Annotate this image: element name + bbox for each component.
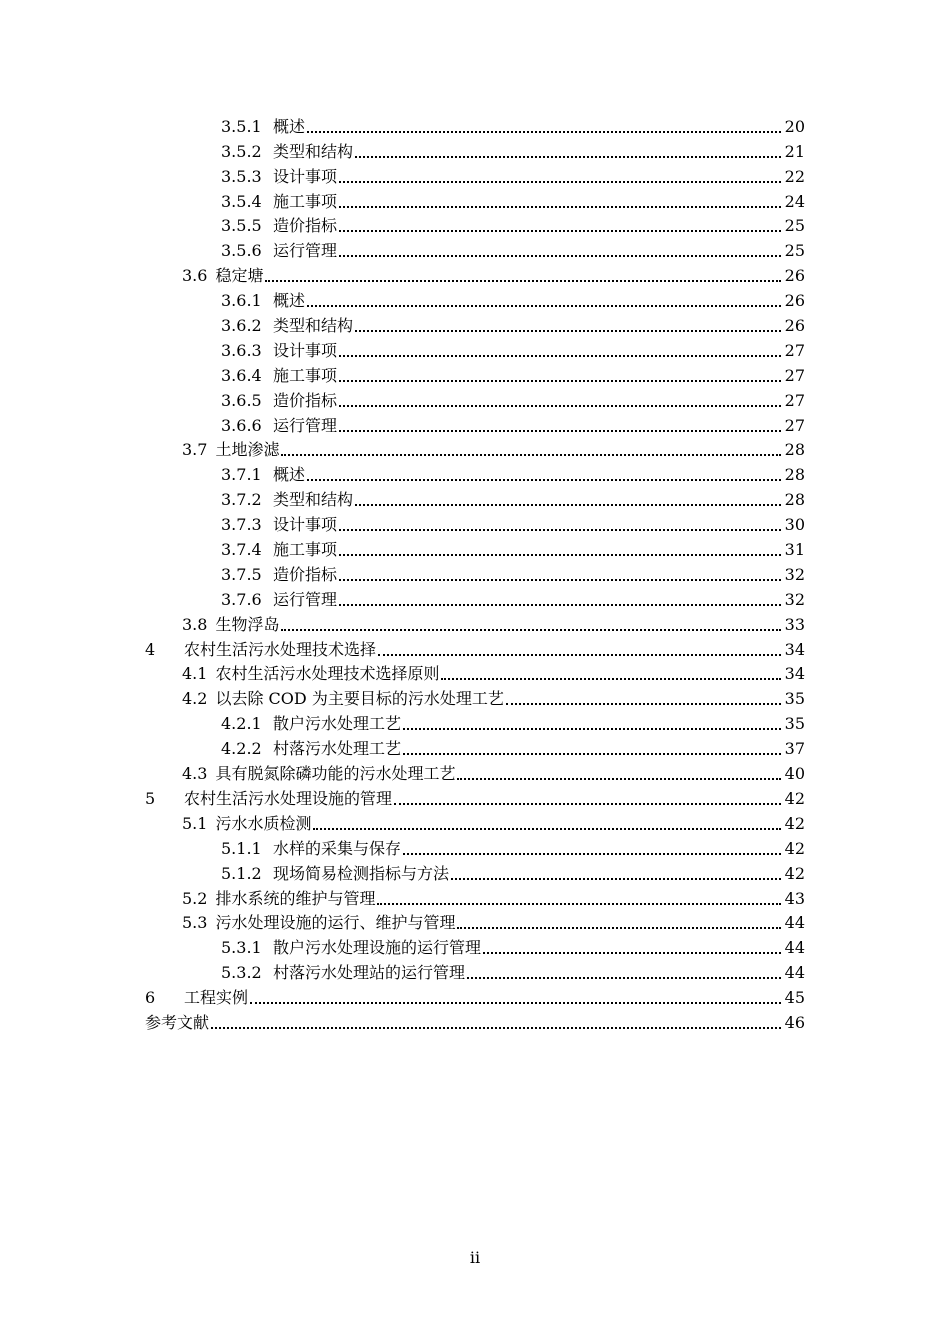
toc-entry-number: 3.5.5 xyxy=(221,216,262,236)
toc-entry-number: 3.6.5 xyxy=(221,390,262,410)
toc-leader-dots xyxy=(457,777,781,780)
toc-entry-number: 4 xyxy=(145,639,156,659)
toc-entry-number: 5.1.1 xyxy=(221,838,262,858)
toc-entry-page: 35 xyxy=(784,714,805,734)
toc-entry-line xyxy=(182,814,805,834)
toc-entry[interactable] xyxy=(0,112,950,137)
toc-entry-page: 44 xyxy=(784,963,805,983)
toc-entry-title: 设计事项 xyxy=(273,340,338,360)
toc-entry-line xyxy=(182,689,805,709)
toc-entry-page: 24 xyxy=(784,191,805,211)
toc-entry-page: 42 xyxy=(784,788,805,808)
toc-entry[interactable] xyxy=(0,436,950,461)
toc-entry-title: 概述 xyxy=(273,116,306,136)
toc-entry-line xyxy=(221,117,805,137)
toc-entry-line xyxy=(182,664,805,684)
toc-entry-number: 5.3.1 xyxy=(221,938,262,958)
toc-entry-line xyxy=(221,192,805,212)
toc-entry-line xyxy=(221,864,805,884)
toc-entry-line xyxy=(221,590,805,610)
toc-entry-number: 3.8 xyxy=(182,614,208,634)
toc-entry-title: 稳定塘 xyxy=(215,266,264,286)
toc-entry-line xyxy=(221,341,805,361)
toc-leader-dots xyxy=(339,180,781,183)
toc-leader-dots xyxy=(355,329,781,332)
toc-entry-page: 42 xyxy=(784,813,805,833)
toc-entry-title: 散户污水处理工艺 xyxy=(273,714,402,734)
toc-leader-dots xyxy=(339,254,781,257)
toc-entry-number: 3.7.2 xyxy=(221,490,262,510)
toc-entry-title: 水样的采集与保存 xyxy=(273,838,402,858)
toc-entry-title: 运行管理 xyxy=(273,589,338,609)
toc-entry-number: 3.6.6 xyxy=(221,415,262,435)
toc-entry[interactable] xyxy=(0,162,950,187)
toc-entry-title: 运行管理 xyxy=(273,241,338,261)
toc-entry-number: 3.7 xyxy=(182,440,208,460)
toc-entry-title: 参考文献 xyxy=(145,1012,210,1032)
toc-entry[interactable] xyxy=(0,859,950,884)
toc-entry-line xyxy=(182,913,805,933)
toc-entry[interactable] xyxy=(0,684,950,709)
toc-entry-line xyxy=(145,789,805,809)
toc-entry-title: 类型和结构 xyxy=(273,490,354,510)
toc-entry-title: 污水处理设施的运行、维护与管理 xyxy=(215,913,456,933)
toc-entry[interactable] xyxy=(0,336,950,361)
toc-entry-title: 造价指标 xyxy=(273,564,338,584)
toc-entry[interactable] xyxy=(0,386,950,411)
toc-leader-dots xyxy=(355,155,781,158)
toc-entry-page: 21 xyxy=(784,141,805,161)
toc-leader-dots xyxy=(211,1026,781,1029)
toc-entry-page: 40 xyxy=(784,764,805,784)
toc-entry[interactable] xyxy=(0,236,950,261)
toc-entry-number: 5.1.2 xyxy=(221,863,262,883)
toc-entry-page: 34 xyxy=(784,664,805,684)
toc-entry[interactable] xyxy=(0,834,950,859)
toc-leader-dots xyxy=(307,304,781,307)
toc-entry-page: 46 xyxy=(784,1012,805,1032)
toc-entry[interactable] xyxy=(0,909,950,934)
toc-entry-title: 农村生活污水处理技术选择原则 xyxy=(215,664,440,684)
toc-leader-dots xyxy=(339,553,781,556)
toc-entry-page: 33 xyxy=(784,614,805,634)
toc-leader-dots xyxy=(339,528,781,531)
toc-entry-title: 农村生活污水处理设施的管理 xyxy=(184,788,393,808)
toc-entry-title: 现场简易检测指标与方法 xyxy=(273,863,450,883)
toc-entry-line xyxy=(221,216,805,236)
toc-leader-dots xyxy=(339,205,781,208)
toc-entry-number: 3.5.2 xyxy=(221,141,262,161)
toc-entry[interactable] xyxy=(0,212,950,237)
toc-leader-dots xyxy=(355,503,781,506)
toc-entry-number: 5.3.2 xyxy=(221,963,262,983)
toc-leader-dots xyxy=(451,877,781,880)
toc-entry-number: 3.5.1 xyxy=(221,116,262,136)
toc-entry-page: 45 xyxy=(784,988,805,1008)
toc-entry-line xyxy=(145,640,805,660)
toc-entry[interactable] xyxy=(0,884,950,909)
toc-entry-number: 5.1 xyxy=(182,813,208,833)
toc-entry-page: 34 xyxy=(784,639,805,659)
toc-entry-page: 43 xyxy=(784,888,805,908)
toc-leader-dots xyxy=(339,379,781,382)
toc-entry-page: 32 xyxy=(784,564,805,584)
toc-entry-number: 3.5.3 xyxy=(221,166,262,186)
toc-entry-number: 5.3 xyxy=(182,913,208,933)
toc-entry-page: 30 xyxy=(784,515,805,535)
toc-entry-page: 28 xyxy=(784,440,805,460)
toc-leader-dots xyxy=(339,404,781,407)
toc-entry-title: 运行管理 xyxy=(273,415,338,435)
toc-entry-title: 以去除 COD 为主要目标的污水处理工艺 xyxy=(215,689,504,709)
toc-entry-number: 4.2.1 xyxy=(221,714,262,734)
toc-entry[interactable] xyxy=(0,311,950,336)
toc-entry-line xyxy=(221,366,805,386)
toc-entry-title: 工程实例 xyxy=(184,988,249,1008)
toc-entry-title: 生物浮岛 xyxy=(215,614,280,634)
toc-leader-dots xyxy=(307,478,781,481)
toc-entry[interactable] xyxy=(0,361,950,386)
toc-entry-number: 3.6.4 xyxy=(221,365,262,385)
toc-entry-title: 农村生活污水处理技术选择 xyxy=(184,639,377,659)
toc-entry-number: 3.7.6 xyxy=(221,589,262,609)
toc-entry-line xyxy=(221,316,805,336)
toc-entry-number: 3.5.4 xyxy=(221,191,262,211)
toc-entry-number: 4.1 xyxy=(182,664,208,684)
toc-leader-dots xyxy=(313,827,781,830)
toc-entry-number: 3.6.1 xyxy=(221,291,262,311)
toc-leader-dots xyxy=(281,453,781,456)
toc-entry-page: 26 xyxy=(784,316,805,336)
toc-entry-number: 3.6 xyxy=(182,266,208,286)
toc-entry-title: 排水系统的维护与管理 xyxy=(215,888,376,908)
toc-entry-page: 26 xyxy=(784,266,805,286)
toc-entry[interactable] xyxy=(0,983,950,1008)
toc-entry[interactable] xyxy=(0,709,950,734)
toc-leader-dots xyxy=(457,926,781,929)
toc-entry[interactable] xyxy=(0,933,950,958)
toc-leader-dots xyxy=(403,752,781,755)
toc-entry-line xyxy=(145,1013,805,1033)
toc-entry-title: 施工事项 xyxy=(273,365,338,385)
toc-entry-title: 设计事项 xyxy=(273,515,338,535)
toc-entry-title: 概述 xyxy=(273,465,306,485)
toc-entry-page: 27 xyxy=(784,340,805,360)
toc-entry-number: 4.2 xyxy=(182,689,208,709)
toc-entry-number: 3.7.3 xyxy=(221,515,262,535)
toc-entry-page: 42 xyxy=(784,838,805,858)
toc-entry-title: 类型和结构 xyxy=(273,141,354,161)
toc-leader-dots xyxy=(339,578,781,581)
toc-entry-title: 散户污水处理设施的运行管理 xyxy=(273,938,482,958)
toc-entry-number: 5.2 xyxy=(182,888,208,908)
toc-entry-number: 3.7.5 xyxy=(221,564,262,584)
toc-entry[interactable] xyxy=(0,585,950,610)
toc-entry-number: 6 xyxy=(145,988,156,1008)
toc-leader-dots xyxy=(250,1001,781,1004)
toc-entry-page: 27 xyxy=(784,415,805,435)
toc-entry-title: 土地渗滤 xyxy=(215,440,280,460)
toc-entry-title: 施工事项 xyxy=(273,191,338,211)
toc-entry[interactable] xyxy=(0,610,950,635)
toc-entry[interactable] xyxy=(0,560,950,585)
toc-entry[interactable] xyxy=(0,635,950,660)
toc-entry-number: 4.2.2 xyxy=(221,739,262,759)
toc-entry-line xyxy=(221,565,805,585)
toc-entry-line xyxy=(221,714,805,734)
toc-entry-line xyxy=(221,142,805,162)
toc-entry-page: 32 xyxy=(784,589,805,609)
toc-leader-dots xyxy=(307,130,781,133)
toc-entry-page: 42 xyxy=(784,863,805,883)
toc-entry-page: 37 xyxy=(784,739,805,759)
toc-entry-line xyxy=(221,241,805,261)
toc-entry[interactable] xyxy=(0,187,950,212)
toc-entry[interactable] xyxy=(0,137,950,162)
toc-leader-dots xyxy=(339,229,781,232)
toc-entry-line xyxy=(221,490,805,510)
toc-entry-line xyxy=(221,540,805,560)
toc-entry-line xyxy=(182,440,805,460)
toc-leader-dots xyxy=(403,852,781,855)
toc-entry-title: 污水水质检测 xyxy=(215,813,312,833)
toc-entry-page: 44 xyxy=(784,913,805,933)
toc-entry-line xyxy=(182,266,805,286)
toc-entry-page: 44 xyxy=(784,938,805,958)
toc-entry-page: 27 xyxy=(784,390,805,410)
toc-leader-dots xyxy=(339,354,781,357)
toc-entry-line xyxy=(221,515,805,535)
toc-entry-page: 22 xyxy=(784,166,805,186)
toc-entry-title: 类型和结构 xyxy=(273,316,354,336)
toc-leader-dots xyxy=(377,902,781,905)
toc-entry-page: 27 xyxy=(784,365,805,385)
toc-entry[interactable] xyxy=(0,958,950,983)
toc-entry[interactable] xyxy=(0,759,950,784)
toc-entry-line xyxy=(182,764,805,784)
toc-entry-page: 20 xyxy=(784,116,805,136)
toc-entry-line xyxy=(145,988,805,1008)
toc-entry-number: 4.3 xyxy=(182,764,208,784)
toc-entry-line xyxy=(221,391,805,411)
toc-leader-dots xyxy=(265,279,781,282)
toc-entry-page: 28 xyxy=(784,490,805,510)
toc-entry-line xyxy=(182,889,805,909)
page-number: ii xyxy=(469,1248,481,1267)
toc-entry-title: 造价指标 xyxy=(273,390,338,410)
toc-entry[interactable] xyxy=(0,809,950,834)
toc-entry-page: 28 xyxy=(784,465,805,485)
toc-entry-title: 村落污水处理工艺 xyxy=(273,739,402,759)
toc-entry-page: 31 xyxy=(784,540,805,560)
toc-entry[interactable] xyxy=(0,660,950,685)
toc-entry-number: 3.6.3 xyxy=(221,340,262,360)
toc-entry[interactable] xyxy=(0,734,950,759)
toc-entry-line xyxy=(221,416,805,436)
toc-leader-dots xyxy=(394,802,781,805)
toc-leader-dots xyxy=(339,429,781,432)
toc-entry-number: 3.5.6 xyxy=(221,241,262,261)
toc-entry[interactable] xyxy=(0,535,950,560)
toc-entry-title: 概述 xyxy=(273,291,306,311)
toc-leader-dots xyxy=(281,628,781,631)
toc-leader-dots xyxy=(467,976,781,979)
toc-entry-title: 具有脱氮除磷功能的污水处理工艺 xyxy=(215,764,456,784)
toc-entry-line xyxy=(221,839,805,859)
toc-entry-title: 施工事项 xyxy=(273,540,338,560)
toc-leader-dots xyxy=(441,677,781,680)
toc-entry-line xyxy=(221,739,805,759)
toc-entry[interactable] xyxy=(0,485,950,510)
toc-entry-line xyxy=(221,963,805,983)
toc-entry-number: 3.6.2 xyxy=(221,316,262,336)
toc-leader-dots xyxy=(378,653,781,656)
toc-entry-title: 造价指标 xyxy=(273,216,338,236)
toc-entry-number: 3.7.1 xyxy=(221,465,262,485)
toc-leader-dots xyxy=(403,727,781,730)
toc-leader-dots xyxy=(506,702,781,705)
toc-entry-title: 设计事项 xyxy=(273,166,338,186)
toc-entry-number: 3.7.4 xyxy=(221,540,262,560)
toc-entry[interactable] xyxy=(0,411,950,436)
toc-entry-title: 村落污水处理站的运行管理 xyxy=(273,963,466,983)
toc-entry[interactable] xyxy=(0,784,950,809)
toc-entry-page: 25 xyxy=(784,216,805,236)
toc-entry[interactable] xyxy=(0,460,950,485)
toc-entry[interactable] xyxy=(0,510,950,535)
table-of-contents xyxy=(0,112,950,1033)
toc-entry-page: 25 xyxy=(784,241,805,261)
toc-entry[interactable] xyxy=(0,261,950,286)
toc-entry-page: 26 xyxy=(784,291,805,311)
toc-entry-line xyxy=(221,938,805,958)
toc-entry[interactable] xyxy=(0,1008,950,1033)
toc-leader-dots xyxy=(339,603,781,606)
toc-entry-line xyxy=(221,167,805,187)
toc-entry-line xyxy=(221,291,805,311)
toc-entry-line xyxy=(221,465,805,485)
toc-entry[interactable] xyxy=(0,286,950,311)
toc-entry-page: 35 xyxy=(784,689,805,709)
toc-entry-number: 5 xyxy=(145,788,156,808)
toc-entry-line xyxy=(182,615,805,635)
toc-leader-dots xyxy=(483,951,781,954)
